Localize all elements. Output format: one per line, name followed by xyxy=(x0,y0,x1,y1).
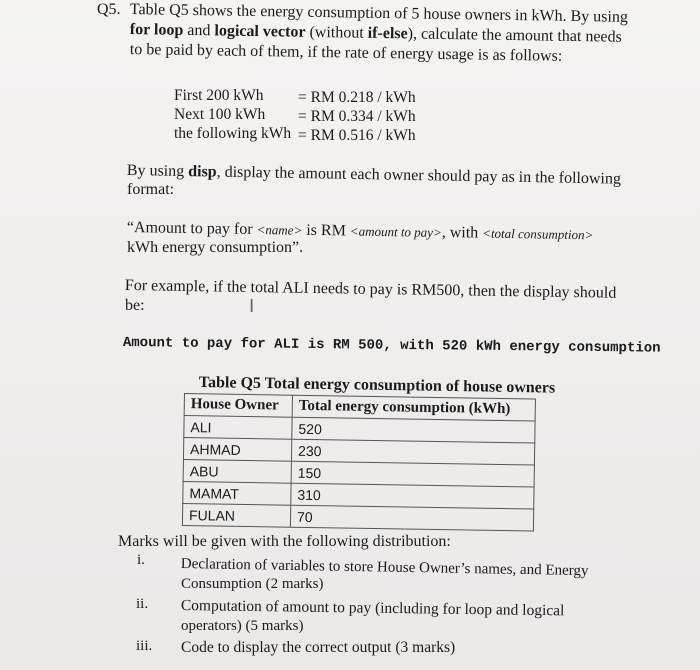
format-text: , with xyxy=(441,223,483,242)
owner-name: ALI xyxy=(184,416,292,440)
header-house-owner: House Owner xyxy=(184,394,292,418)
keyword-if-else: if-else xyxy=(367,24,408,43)
display-instruction-line1 xyxy=(127,162,621,189)
marks-item-line1: Declaration of variables to store House Owner’s names, and Energy xyxy=(180,555,589,580)
owner-consumption: 520 xyxy=(292,417,535,443)
energy-table xyxy=(182,393,536,532)
format-name-placeholder: <name> xyxy=(256,222,303,238)
owner-consumption: 70 xyxy=(290,505,533,531)
owner-consumption: 310 xyxy=(291,483,534,509)
keyword-logical-vector: logical vector xyxy=(214,22,306,41)
marks-intro: Marks will be given with the following distribution: xyxy=(118,533,451,550)
marks-item-line1: Computation of amount to pay (including for loop and logical xyxy=(180,597,565,620)
rate-value-2: = RM 0.334 / kWh xyxy=(298,108,416,125)
keyword-for-loop: for loop xyxy=(129,21,184,39)
marks-item-line1: Code to display the correct output (3 marks) xyxy=(181,639,456,656)
table-title-text: Table Q5 Total energy consumption of house owners xyxy=(198,374,556,397)
owner-name: AHMAD xyxy=(183,438,291,462)
owner-name: ABU xyxy=(183,459,291,483)
rate-value-3: = RM 0.516 / kWh xyxy=(298,127,416,144)
rate-label-2: Next 100 kWh xyxy=(174,106,266,123)
intro-text: and xyxy=(183,21,215,40)
instruction-text: , display the amount each owner should pay as in the following xyxy=(216,163,622,188)
rate-value-1: = RM 0.218 / kWh xyxy=(298,89,416,106)
example-output: Amount to pay for ALI is RM 500, with 520 kWh energy consumption xyxy=(122,335,661,357)
question-intro-line3: to be paid by each of them, if the rate of energy usage is as follows: xyxy=(129,41,563,65)
table-row xyxy=(182,503,533,531)
marks-item-line2: Consumption (2 marks) xyxy=(181,576,324,592)
owner-consumption: 230 xyxy=(291,439,534,465)
instruction-text: By using xyxy=(126,162,189,181)
marks-item-number: i. xyxy=(137,552,145,568)
owner-name: FULAN xyxy=(182,503,290,527)
display-instruction-line2: format: xyxy=(127,181,175,198)
header-total-consumption: Total energy consumption (kWh) xyxy=(292,395,535,421)
example-line2: be: xyxy=(125,297,145,314)
question-intro-line1: Table Q5 shows the energy consumption of 5 house owners in kWh. By using xyxy=(129,1,629,26)
format-amount-placeholder: <amount to pay> xyxy=(349,223,442,240)
text-cursor-icon: I xyxy=(249,296,255,317)
owner-name: MAMAT xyxy=(183,481,291,505)
rate-label-3: the following kWh xyxy=(174,125,292,142)
format-text: “Amount to pay for xyxy=(126,219,257,239)
format-total-placeholder: <total consumption> xyxy=(482,225,594,243)
rate-label-1: First 200 kWh xyxy=(174,87,264,104)
format-line2: kWh energy consumption”. xyxy=(127,239,304,256)
question-number: Q5. xyxy=(97,1,121,18)
marks-item-number: iii. xyxy=(136,638,153,654)
intro-text: (without xyxy=(305,23,368,42)
example-line1: For example, if the total ALI needs to pay is RM500, then the display should xyxy=(124,277,617,302)
keyword-disp: disp xyxy=(188,163,217,181)
marks-item-number: ii. xyxy=(136,596,149,612)
owner-consumption: 150 xyxy=(291,461,534,487)
intro-text: ), calculate the amount that needs xyxy=(407,25,622,46)
marks-item-line2: operators) (5 marks) xyxy=(181,618,304,634)
format-text: is RM xyxy=(302,221,351,240)
